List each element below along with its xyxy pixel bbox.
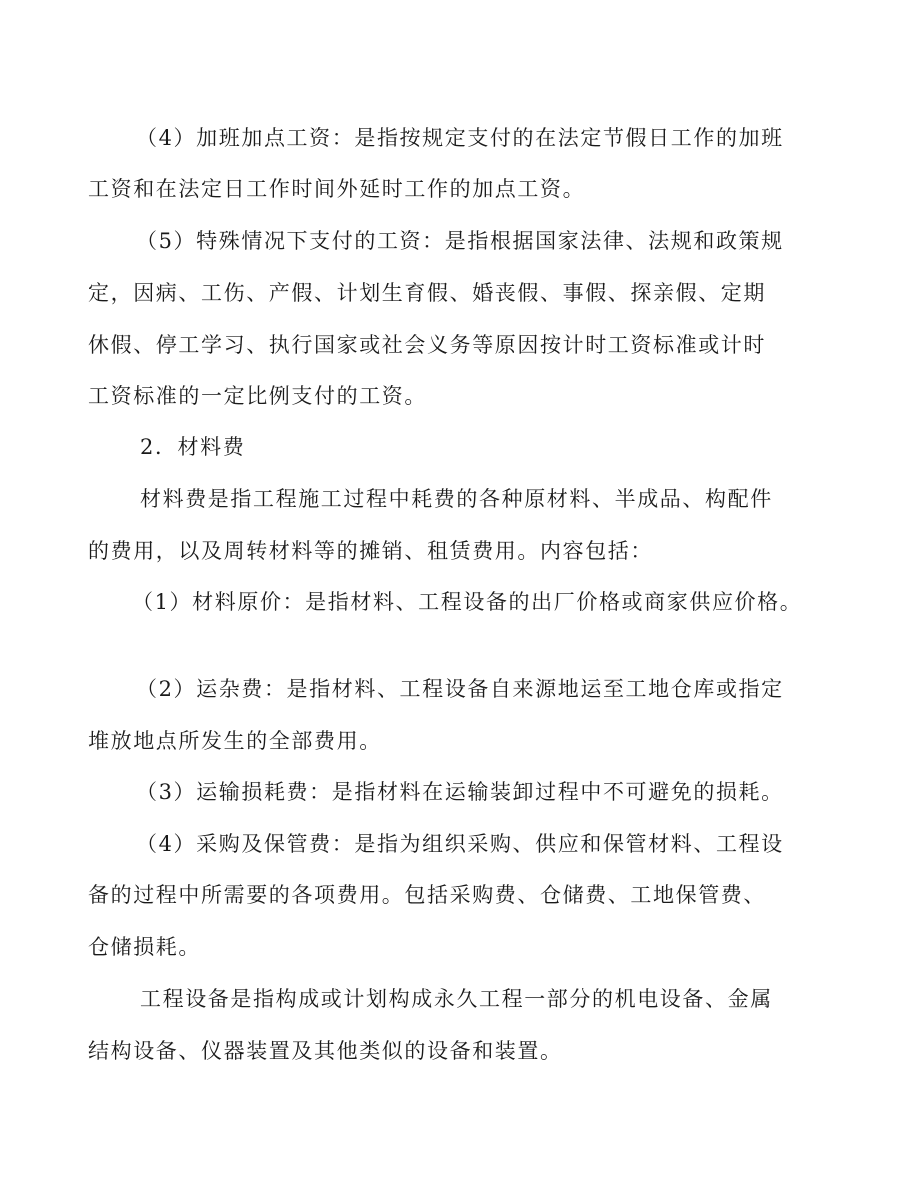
paragraph-procurement-cont-2: 仓储损耗。 [88,935,201,959]
paragraph-procurement: （4）采购及保管费：是指为组织采购、供应和保管材料、工程设 [136,832,784,856]
paragraph-transport-loss: （3）运输损耗费：是指材料在运输装卸过程中不可避免的损耗。 [136,780,784,804]
paragraph-special-pay-cont-3: 工资标准的一定比例支付的工资。 [88,384,427,408]
section-heading-material-cost: 2．材料费 [140,435,246,459]
paragraph-special-pay-cont-1: 定，因病、工伤、产假、计划生育假、婚丧假、事假、探亲假、定期 [88,281,766,305]
paragraph-material-price: （1）材料原价：是指材料、工程设备的出厂价格或商家供应价格。 [132,590,803,614]
paragraph-freight-cont: 堆放地点所发生的全部费用。 [88,729,382,753]
paragraph-overtime-pay: （4）加班加点工资：是指按规定支付的在法定节假日工作的加班 [136,126,784,150]
paragraph-special-pay-cont-2: 休假、停工学习、执行国家或社会义务等原因按计时工资标准或计时 [88,333,766,357]
paragraph-overtime-pay-cont: 工资和在法定日工作时间外延时工作的加点工资。 [88,177,586,201]
paragraph-freight: （2）运杂费：是指材料、工程设备自来源地运至工地仓库或指定 [136,677,784,701]
paragraph-equipment-cont: 结构设备、仪器装置及其他类似的设备和装置。 [88,1039,563,1063]
paragraph-special-pay: （5）特殊情况下支付的工资：是指根据国家法律、法规和政策规 [136,229,784,253]
paragraph-material-cost-intro-cont: 的费用，以及周转材料等的摊销、租赁费用。内容包括： [88,539,653,563]
paragraph-material-cost-intro: 材料费是指工程施工过程中耗费的各种原材料、半成品、构配件 [140,487,773,511]
paragraph-procurement-cont-1: 备的过程中所需要的各项费用。包括采购费、仓储费、工地保管费、 [88,883,766,907]
paragraph-equipment: 工程设备是指构成或计划构成永久工程一部分的机电设备、金属 [140,987,773,1011]
